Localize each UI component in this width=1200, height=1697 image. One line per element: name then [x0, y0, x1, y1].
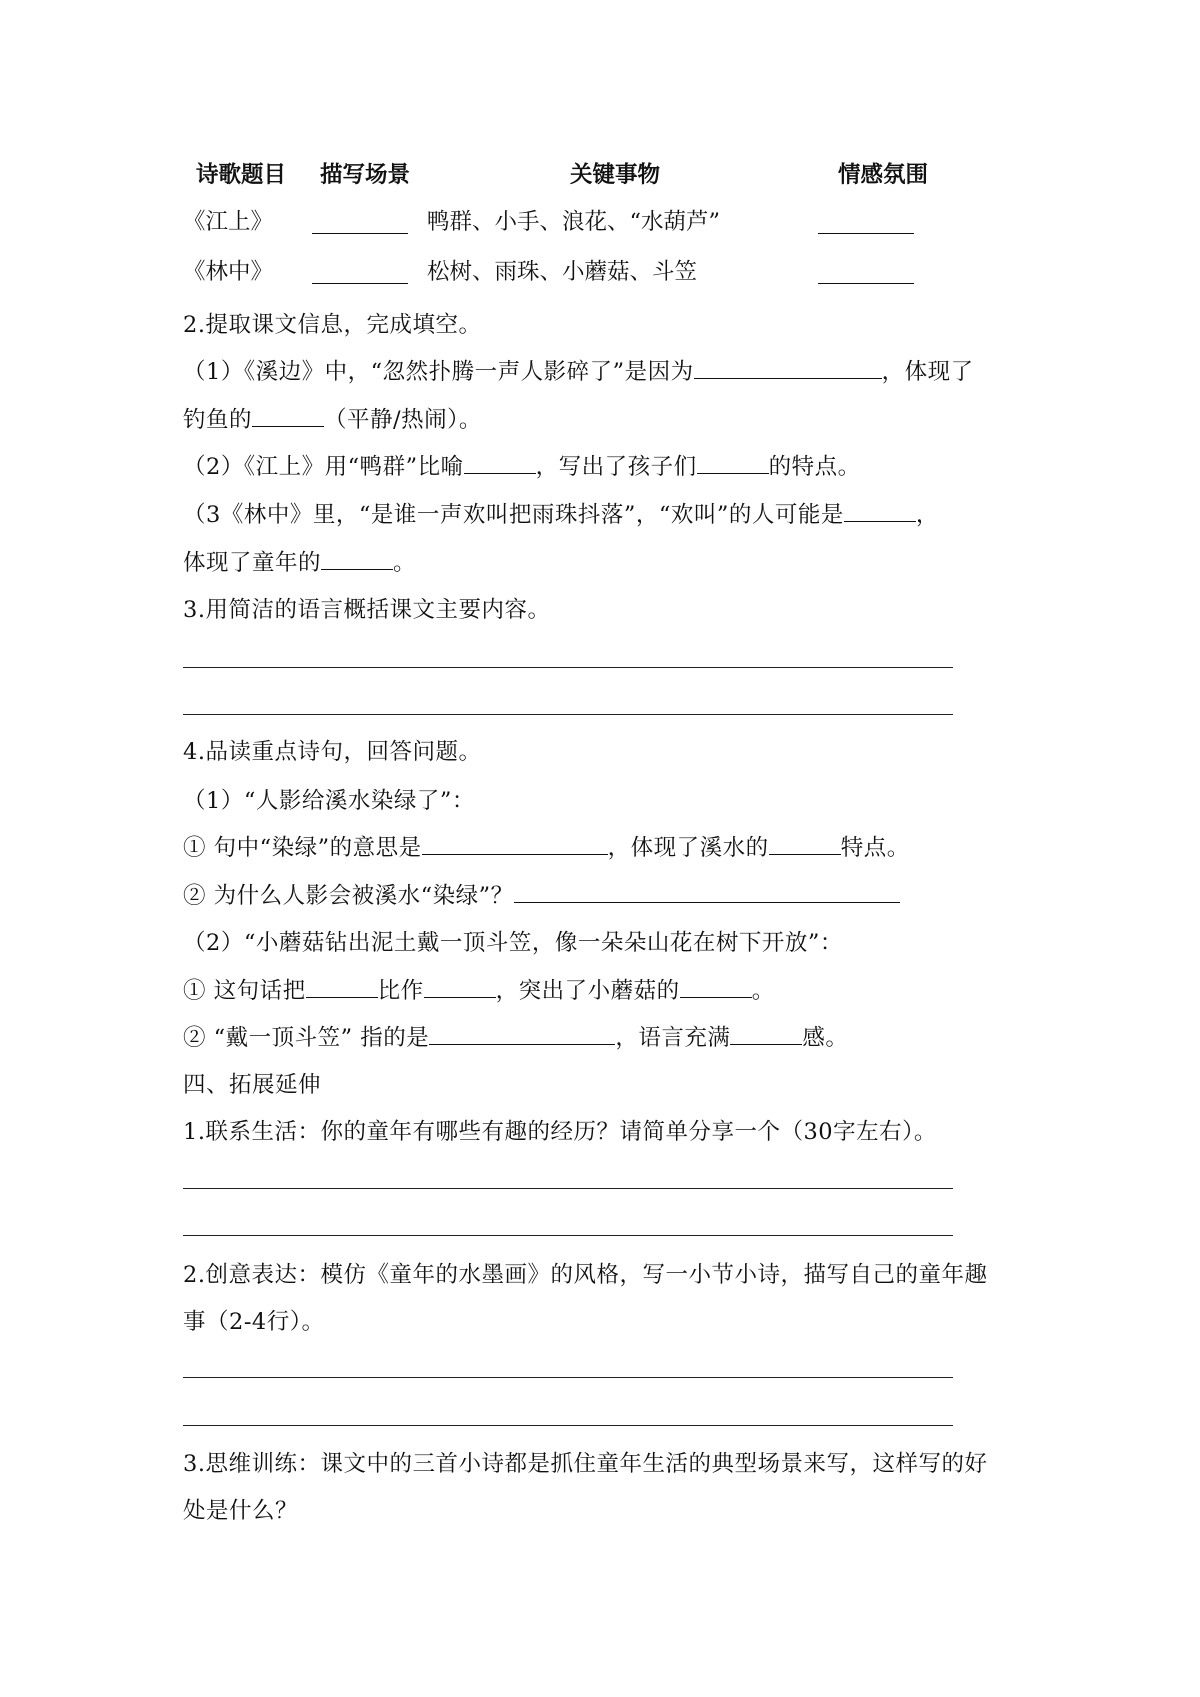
answer-blank[interactable]: [514, 882, 900, 903]
answer-blank[interactable]: [680, 977, 752, 998]
question-4-sub-1: （1）“人影给溪水染绿了”：: [183, 788, 475, 814]
answer-blank[interactable]: [252, 406, 324, 427]
question-2-part-2: （2）《江上》用“鸭群”比喻 ，写出了孩子们 的特点。: [183, 454, 861, 480]
extension-1-title: 1.联系生活：你的童年有哪些有趣的经历？请简单分享一个（30字左右）。: [183, 1119, 937, 1145]
extension-3-line-1: 3.思维训练：课文中的三首小诗都是抓住童年生活的典型场景来写，这样写的好: [183, 1451, 988, 1477]
answer-line[interactable]: [183, 714, 953, 715]
question-2-part-3-cont: 体现了童年的 。: [183, 550, 417, 576]
answer-blank[interactable]: [730, 1024, 802, 1045]
answer-blank[interactable]: [321, 549, 393, 570]
question-4-sub-1-b: ② 为什么人影会被溪水“染绿”？: [183, 881, 900, 911]
question-4-sub-2-b: ② “戴一顶斗笠” 指的是 ，语言充满 感。: [183, 1025, 849, 1051]
answer-line[interactable]: [183, 1235, 953, 1236]
question-4-title: 4.品读重点诗句，回答问题。: [183, 739, 482, 765]
question-3-title: 3.用简洁的语言概括课文主要内容。: [183, 597, 551, 623]
answer-blank[interactable]: [306, 977, 378, 998]
table-row-items: 鸭群、小手、浪花、“水葫芦”: [427, 209, 721, 235]
table-header-items: 关键事物: [570, 162, 661, 188]
answer-blank[interactable]: [464, 453, 536, 474]
table-header-scene: 描写场景: [320, 162, 411, 188]
answer-blank[interactable]: [694, 358, 882, 379]
answer-blank[interactable]: [769, 834, 841, 855]
question-4-sub-2-a: ① 这句话把 比作 ，突出了小蘑菇的 。: [183, 978, 775, 1004]
answer-blank[interactable]: [697, 453, 769, 474]
answer-blank[interactable]: [422, 834, 608, 855]
table-row-items: 松树、雨珠、小蘑菇、斗笠: [427, 259, 698, 285]
scene-blank[interactable]: [312, 213, 408, 234]
mood-blank[interactable]: [818, 263, 914, 284]
extension-2-line-1: 2.创意表达：模仿《童年的水墨画》的风格，写一小节小诗，描写自己的童年趣: [183, 1262, 988, 1288]
question-2-part-3: （3《林中》里，“是谁一声欢叫把雨珠抖落”，“欢叫”的人可能是 ，: [183, 502, 939, 528]
table-header-mood: 情感氛围: [838, 162, 929, 188]
question-2-part-1-cont: 钓鱼的 （平静/热闹）。: [183, 407, 482, 433]
section-4-title: 四、拓展延伸: [183, 1072, 322, 1098]
answer-blank[interactable]: [429, 1024, 615, 1045]
question-2-title: 2.提取课文信息，完成填空。: [183, 312, 482, 338]
answer-line[interactable]: [183, 667, 953, 668]
scene-blank[interactable]: [312, 263, 408, 284]
mood-blank[interactable]: [818, 213, 914, 234]
table-header-title: 诗歌题目: [196, 162, 287, 188]
question-2-part-1: （1）《溪边》中，“忽然扑腾一声人影碎了”是因为 ，体现了: [183, 359, 974, 385]
table-row-title: 《林中》: [183, 259, 274, 285]
answer-line[interactable]: [183, 1188, 953, 1189]
answer-line[interactable]: [183, 1425, 953, 1426]
table-row-title: 《江上》: [183, 209, 274, 235]
question-4-sub-1-a: ① 句中“染绿”的意思是 ，体现了溪水的 特点。: [183, 835, 910, 861]
extension-2-line-2: 事（2-4行）。: [183, 1309, 325, 1335]
answer-blank[interactable]: [424, 977, 496, 998]
answer-line[interactable]: [183, 1377, 953, 1378]
question-4-sub-2: （2）“小蘑菇钻出泥土戴一顶斗笠，像一朵朵山花在树下开放”：: [183, 930, 843, 956]
extension-3-line-2: 处是什么？: [183, 1498, 299, 1524]
answer-blank[interactable]: [844, 501, 916, 522]
